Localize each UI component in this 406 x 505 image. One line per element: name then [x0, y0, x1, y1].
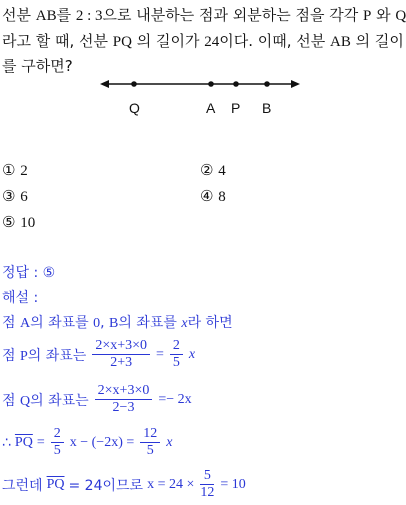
text: = 24이므로: [68, 477, 144, 494]
choice-mark: ③: [2, 187, 16, 205]
text: 의 좌표를: [118, 315, 182, 331]
denominator: 5: [53, 443, 61, 458]
length-value: 24: [204, 34, 220, 50]
text: 점: [2, 347, 20, 364]
variable-x: x: [188, 346, 196, 362]
choice-3[interactable]: [2, 186, 28, 207]
text: 의 좌표는: [30, 392, 89, 409]
denominator: 2+3: [110, 355, 133, 370]
choice-value: 10: [20, 215, 36, 231]
text: 으로 내분하는 점과 외분하는 점을 각각: [102, 6, 363, 24]
text: ,: [100, 315, 110, 331]
numerator: 5: [200, 468, 214, 485]
text: 와: [371, 6, 396, 24]
number-line: [100, 72, 300, 102]
segment-pq: PQ: [112, 34, 132, 50]
point-p-dot: [233, 81, 239, 87]
text: 그런데: [2, 477, 43, 494]
question-line-3: [2, 56, 73, 76]
fraction: [51, 426, 64, 459]
solution-step-1: [2, 314, 233, 333]
text: 라 하면: [187, 315, 233, 331]
text: 라고 할 때, 선분: [2, 32, 113, 50]
denominator: 12: [200, 485, 215, 500]
variable-x: x: [181, 316, 188, 331]
segment-pq: $\overline{PQ}$: [14, 434, 33, 450]
point-a: A: [19, 316, 31, 331]
fraction: [170, 338, 183, 371]
choice-value: 4: [218, 163, 226, 179]
choice-2[interactable]: [200, 160, 226, 181]
value: 0: [93, 316, 101, 331]
choice-4[interactable]: [200, 186, 226, 207]
point-a-dot: [208, 81, 214, 87]
text: 의 길이가: [131, 32, 205, 50]
text: 점: [2, 392, 20, 409]
ratio: 2 : 3: [75, 8, 103, 24]
equals: =: [156, 346, 164, 362]
text: 점: [2, 315, 20, 331]
choice-mark: ①: [2, 161, 16, 179]
point-p: P: [362, 8, 372, 24]
answer-mark: ⑤: [42, 265, 56, 281]
point-p: P: [19, 348, 28, 364]
expression: x = 24 ×: [147, 476, 195, 492]
numerator: 2×x+3×0: [92, 338, 150, 355]
numerator: 2: [51, 426, 64, 443]
therefore-symbol: ∴: [2, 434, 11, 451]
text: 의 좌표는: [27, 347, 87, 364]
point-q: Q: [395, 8, 406, 24]
segment-ab: AB: [330, 34, 351, 50]
point-q-dot: [131, 81, 137, 87]
solution-step-2: [2, 338, 195, 371]
text: 이다. 이때, 선분: [219, 32, 331, 50]
label-q: Q: [129, 100, 140, 116]
text: 를: [56, 6, 76, 24]
choice-value: 6: [20, 189, 28, 205]
denominator: 2−3: [112, 400, 135, 415]
text: 의 좌표를: [30, 315, 94, 331]
number-line-figure: [100, 72, 300, 122]
variable-x: x: [166, 434, 173, 450]
expression: x − (−2x) =: [69, 434, 135, 450]
text: 선분: [2, 6, 36, 24]
explain-label: 해설 :: [2, 290, 39, 306]
fraction: [200, 468, 214, 501]
text: 의 길이: [350, 32, 404, 50]
choice-mark: ④: [200, 187, 214, 205]
right-arrow-icon: [291, 80, 300, 88]
choice-mark: ②: [200, 161, 214, 179]
result: =− 2x: [158, 391, 192, 407]
numerator: 2: [170, 338, 183, 355]
choice-value: 2: [20, 163, 28, 179]
question-line-1: [2, 5, 406, 26]
denominator: 5: [146, 443, 154, 458]
explanation-label: [2, 289, 38, 307]
result: = 10: [220, 476, 246, 492]
segment-ab: AB: [35, 8, 57, 24]
answer-label: 정답 :: [2, 265, 43, 281]
choice-5[interactable]: [2, 212, 35, 233]
label-b: B: [262, 100, 272, 116]
point-b: B: [109, 316, 119, 331]
fraction: [92, 338, 150, 371]
fraction: [140, 426, 160, 459]
numerator: 12: [140, 426, 160, 443]
denominator: 5: [172, 355, 180, 370]
choice-1[interactable]: [2, 160, 28, 181]
equals: =: [36, 434, 45, 450]
segment-pq: $\overline{PQ}$: [46, 476, 65, 492]
numerator: 2×x+3×0: [95, 383, 153, 400]
point-b-dot: [264, 81, 270, 87]
solution-step-5: [2, 468, 246, 501]
choice-mark: ⑤: [2, 213, 16, 231]
point-q: Q: [19, 393, 31, 409]
question-line-2: [2, 31, 404, 52]
solution-step-4: [2, 426, 172, 459]
fraction: [95, 383, 153, 416]
label-a: A: [206, 100, 216, 116]
text: 를 구하면?: [2, 57, 73, 75]
solution-step-3: [2, 383, 192, 416]
label-p: P: [231, 100, 241, 116]
choice-value: 8: [218, 189, 226, 205]
left-arrow-icon: [100, 80, 109, 88]
answer-line: [2, 264, 55, 282]
